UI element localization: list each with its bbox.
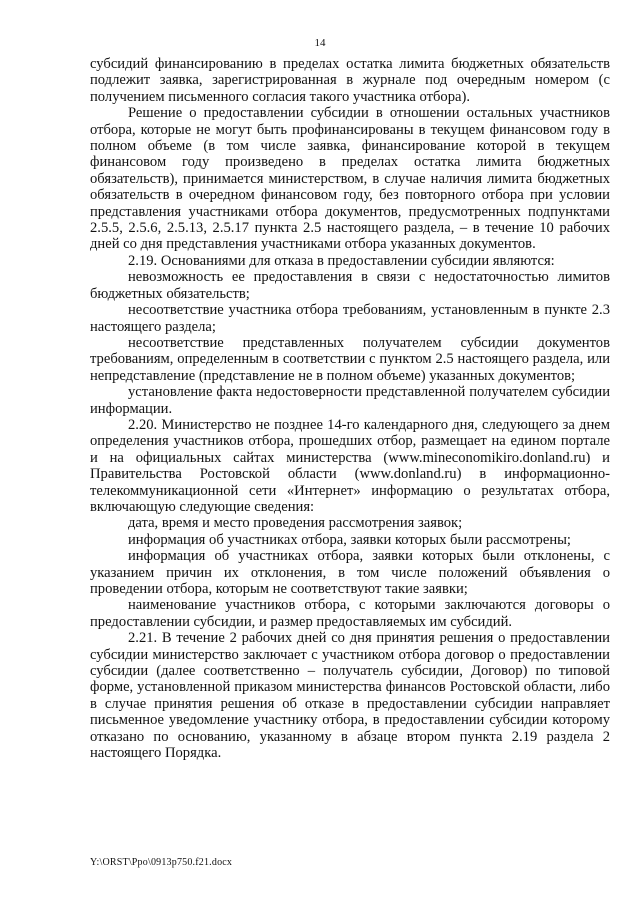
paragraph-rejected-participants: информация об участниках отбора, заявки которых были отклонены, с указанием причин их отклонения, в том числе положений объявления о проведении отбора, которым не соответствуют такие заявки;	[90, 548, 610, 597]
paragraph-contract-participants: наименование участников отбора, с которыми заключаются договоры о предоставлении субсидии, и размер предоставляемых им субсидий.	[90, 597, 610, 630]
paragraph-continuation: субсидий финансированию в пределах остатка лимита бюджетных обязательств подлежит заявка, зарегистрированная в журнале под очередным номером (с получением письменного согласия такого участника отбора).	[90, 56, 610, 105]
paragraph-refusal-inaccuracy: установление факта недостоверности представленной получателем субсидии информации.	[90, 384, 610, 417]
document-body	[90, 56, 610, 761]
paragraph-2-19-heading: 2.19. Основаниями для отказа в предоставлении субсидии являются:	[128, 252, 555, 269]
paragraph-decision: Решение о предоставлении субсидии в отношении остальных участников отбора, которые не могут быть профинансированы в текущем финансовом году в полном объеме (в том числе заявка, финансирование которой в текущем финансовом году произведено в пределах остатка лимита бюджетных обязательств), принимается министерством, в случае наличия лимита бюджетных обязательств в очередном финансовом году, без повторного отбора при условии представления участниками отбора документов, предусмотренных подпунктами 2.5.5, 2.5.6, 2.5.13, 2.5.17 пункта 2.5 настоящего раздела, – в течение 10 рабочих дней со дня представления участниками отбора указанных документов.	[90, 105, 610, 253]
paragraph-refusal-limits: невозможность ее предоставления в связи с недостаточностью лимитов бюджетных обязательств;	[90, 269, 610, 302]
footer-file-path: Y:\ORST\Ppo\0913p750.f21.docx	[90, 857, 233, 868]
paragraph-reviewed-participants: информация об участниках отбора, заявки которых были рассмотрены;	[128, 531, 571, 548]
page-number: 14	[314, 37, 326, 49]
paragraph-2-21: 2.21. В течение 2 рабочих дней со дня принятия решения о предоставлении субсидии министерство заключает с участником отбора договор о предоставлении субсидии (далее соответственно – получатель субсидии, Договор) по типовой форме, установленной приказом министерства финансов Ростовской области, либо в случае принятия решения об отказе в предоставлении субсидии направляет письменное уведомление участнику отбора, в предоставлении субсидии которому отказано по основанию, указанному в абзаце втором пункта 2.19 раздела 2 настоящего Порядка.	[90, 630, 610, 762]
paragraph-refusal-requirements: несоответствие участника отбора требованиям, установленным в пункте 2.3 настоящего раздела;	[90, 302, 610, 335]
paragraph-refusal-documents: несоответствие представленных получателем субсидии документов требованиям, определенным в соответствии с пунктом 2.5 настоящего раздела, или непредставление (представление не в полном объеме) указанных документов;	[90, 334, 610, 384]
paragraph-2-20: 2.20. Министерство не позднее 14-го календарного дня, следующего за днем определения участников отбора, прошедших отбор, размещает на едином портале и на официальных сайтах министерства (www.mineconomikiro.donland.ru) и Правительства Ростовской области (www.donland.ru) в информационно-телекоммуникационной сети «Интернет» информацию о результатах отбора, включающую следующие сведения:	[90, 416, 610, 515]
paragraph-date-time-place: дата, время и место проведения рассмотрения заявок;	[128, 515, 463, 532]
